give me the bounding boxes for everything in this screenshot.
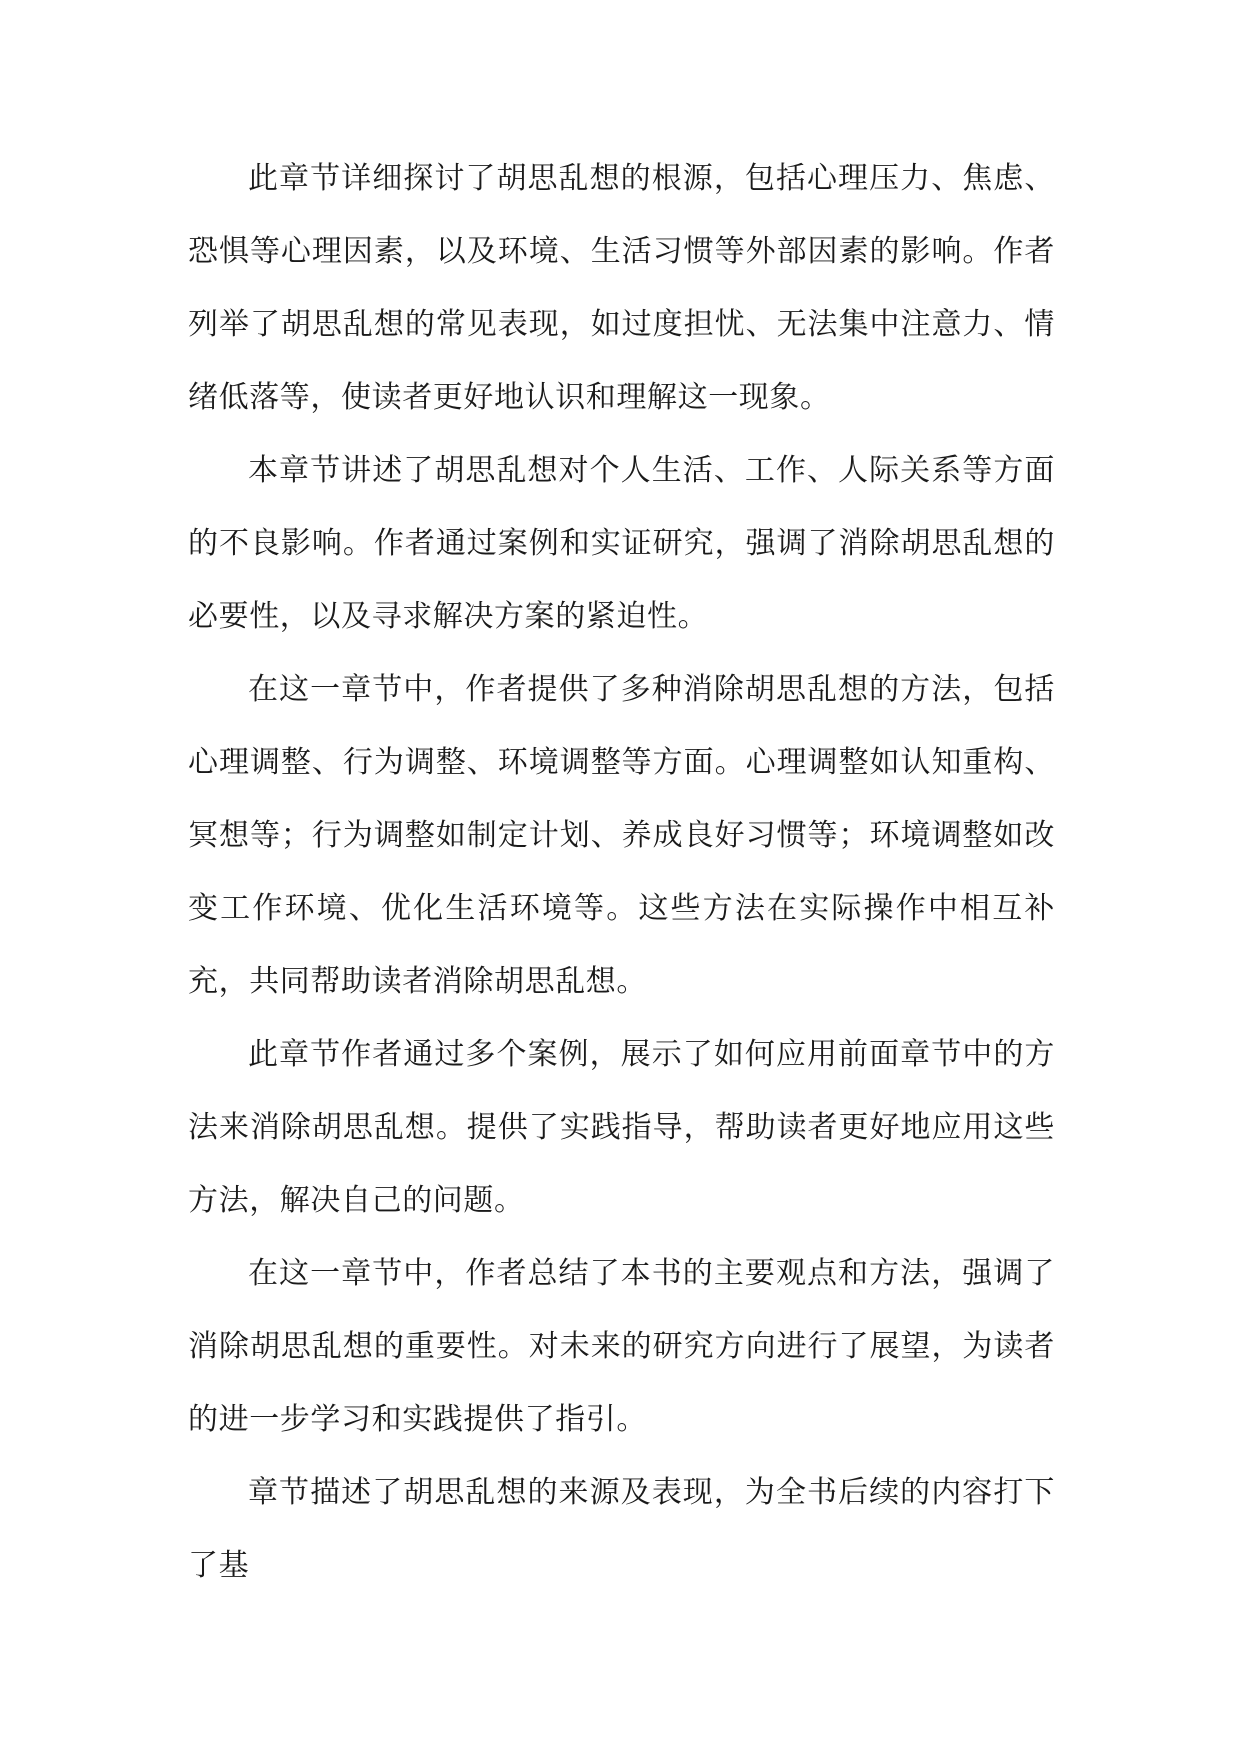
paragraph-6: 章节描述了胡思乱想的来源及表现，为全书后续的内容打下了基 xyxy=(188,1475,1055,1583)
paragraph-4: 此章节作者通过多个案例，展示了如何应用前面章节中的方法来消除胡思乱想。提供了实践指导，帮助读者更好地应用这些方法，解决自己的问题。 xyxy=(188,1037,1055,1218)
paragraph-3: 在这一章节中，作者提供了多种消除胡思乱想的方法，包括心理调整、行为调整、环境调整等方面。心理调整如认知重构、冥想等；行为调整如制定计划、养成良好习惯等；环境调整如改变工作环境、优化生活环境等。这些方法在实际操作中相互补充，共同帮助读者消除胡思乱想。 xyxy=(188,672,1055,999)
document-body xyxy=(188,142,1055,1602)
paragraph-2: 本章节讲述了胡思乱想对个人生活、工作、人际关系等方面的不良影响。作者通过案例和实证研究，强调了消除胡思乱想的必要性，以及寻求解决方案的紧迫性。 xyxy=(188,453,1055,634)
paragraph-1: 此章节详细探讨了胡思乱想的根源，包括心理压力、焦虑、恐惧等心理因素，以及环境、生活习惯等外部因素的影响。作者列举了胡思乱想的常见表现，如过度担忧、无法集中注意力、情绪低落等，使读者更好地认识和理解这一现象。 xyxy=(188,161,1055,415)
paragraph-5: 在这一章节中，作者总结了本书的主要观点和方法，强调了消除胡思乱想的重要性。对未来的研究方向进行了展望，为读者的进一步学习和实践提供了指引。 xyxy=(188,1256,1055,1437)
